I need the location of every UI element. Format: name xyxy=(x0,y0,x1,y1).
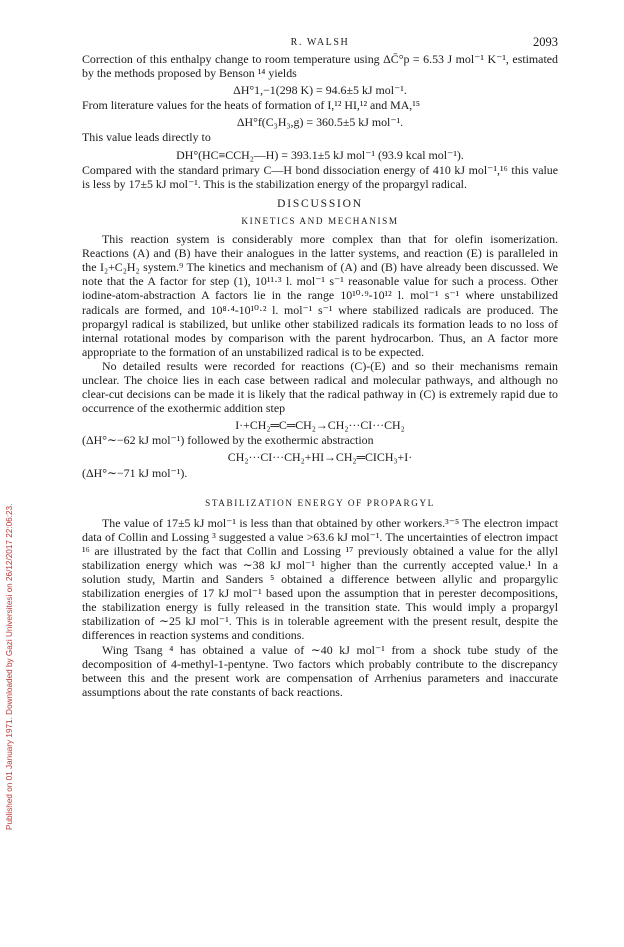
download-notice-sidebar xyxy=(3,190,17,830)
paragraph: No detailed results were recorded for reactions (C)-(E) and so their mechanisms remain unclear. The choice lies in each case between radical and molecular pathways, and although no clear-cut decisions can be made it is likely that the radical pathway in (C) is extremely rapid due to occurrence of the exothermic addition step xyxy=(82,358,558,416)
subsection-heading: KINETICS AND MECHANISM xyxy=(241,215,399,226)
equation: DH°(HC≡CCH₂—H) = 393.1±5 kJ mol⁻¹ (93.9 kcal mol⁻¹). xyxy=(176,147,464,162)
download-notice-text[interactable]: Published on 01 January 1971. Downloaded by Gazi Universitesi on 26/12/2017 22:06:23. xyxy=(5,503,14,830)
article-body xyxy=(82,52,558,699)
subsection-heading: STABILIZATION ENERGY OF PROPARGYL xyxy=(205,497,435,508)
running-header-author: R. WALSH xyxy=(290,37,350,48)
paragraph: From literature values for the heats of formation of I,¹² HI,¹² and MA,¹⁵ xyxy=(82,98,420,113)
equation-annotation: (ΔH°∼−71 kJ mol⁻¹). xyxy=(82,465,188,480)
paragraph: Correction of this enthalpy change to room temperature using ΔC̄°p = 6.53 J mol⁻¹ K⁻¹, estimated by the methods proposed by Benson ¹⁴ yields xyxy=(82,52,558,81)
equation: ΔH°f(C₃H₃,g) = 360.5±5 kJ mol⁻¹. xyxy=(236,115,404,130)
paragraph: This value leads directly to xyxy=(82,130,211,145)
section-heading: DISCUSSION xyxy=(277,197,363,210)
paragraph: The value of 17±5 kJ mol⁻¹ is less than that obtained by other workers.³⁻⁵ The electron impact data of Collin and Lossing ³ suggested a value >63.6 kJ mol⁻¹. The uncertainties of electron impact ¹⁶ are illustrated by the fact that Collin and Lossing ¹⁷ previously obtained a value for the allyl stabilization energy which was ∼38 kJ mol⁻¹ higher than the currently accepted value.¹ In a solution study, Martin and Sanders ⁵ obtained a difference between allylic and propargylic stabilization energies of 17 kJ mol⁻¹ based upon the assumption that in perester decompositions, the stabilization energy is fully released in the transition state. This would imply a propargyl stabilization of ∼25 kJ mol⁻¹. This is in tolerable agreement with the present result, despite the differences in reaction systems and conditions. xyxy=(82,515,558,643)
equation-annotation: (ΔH°∼−62 kJ mol⁻¹) followed by the exothermic abstraction xyxy=(82,433,374,448)
paragraph: Wing Tsang ⁴ has obtained a value of ∼40 kJ mol⁻¹ from a shock tube study of the decomposition of 4-methyl-1-pentyne. Two factors which probably contribute to the discrepancy between this and the present work are compensation of Arrhenius parameters and inaccurate assumptions about the rate constants of back reactions. xyxy=(82,642,558,699)
running-header xyxy=(82,37,558,53)
page-number: 2093 xyxy=(533,35,558,49)
equation: ΔH°1,−1(298 K) = 94.6±5 kJ mol⁻¹. xyxy=(233,83,407,98)
paragraph: Compared with the standard primary C—H bond dissociation energy of 410 kJ mol⁻¹,¹⁶ this value is less by 17±5 kJ mol⁻¹. This is the stabilization energy of the propargyl radical. xyxy=(82,162,558,191)
paragraph: This reaction system is considerably more complex than that for olefin isomerization. Reactions (A) and (B) have their analogues in the latter systems, and reaction (E) is paralleled in the I₂+C₂H₂ system.⁹ The kinetics and mechanism of (A) and (B) have already been discussed. We note that the A factor for step (1), 10¹¹·³ l. mol⁻¹ s⁻¹ reasonable value for such a process. Other iodine-atom-abstraction A factors lie in the range 10¹⁰·⁹-10¹² l. mol⁻¹ s⁻¹ where unstabilized radicals are formed, and 10⁸·⁴-10¹⁰·² l. mol⁻¹ s⁻¹ where stabilized radicals are produced. The propargyl radical is stabilized, but unlike other stabilized radicals its formation leads to no loss of internal rotational modes by comparison with the parent hydrocarbon. Thus, an A factor more appropriate to the formation of an unstabilized radical is to be expected. xyxy=(82,232,558,359)
equation: I·+CH₂═C═CH₂→CH₂···CI···CH₂ xyxy=(235,418,405,433)
equation: CH₂···CI···CH₂+HI→CH₂═CICH₃+I· xyxy=(227,450,413,465)
